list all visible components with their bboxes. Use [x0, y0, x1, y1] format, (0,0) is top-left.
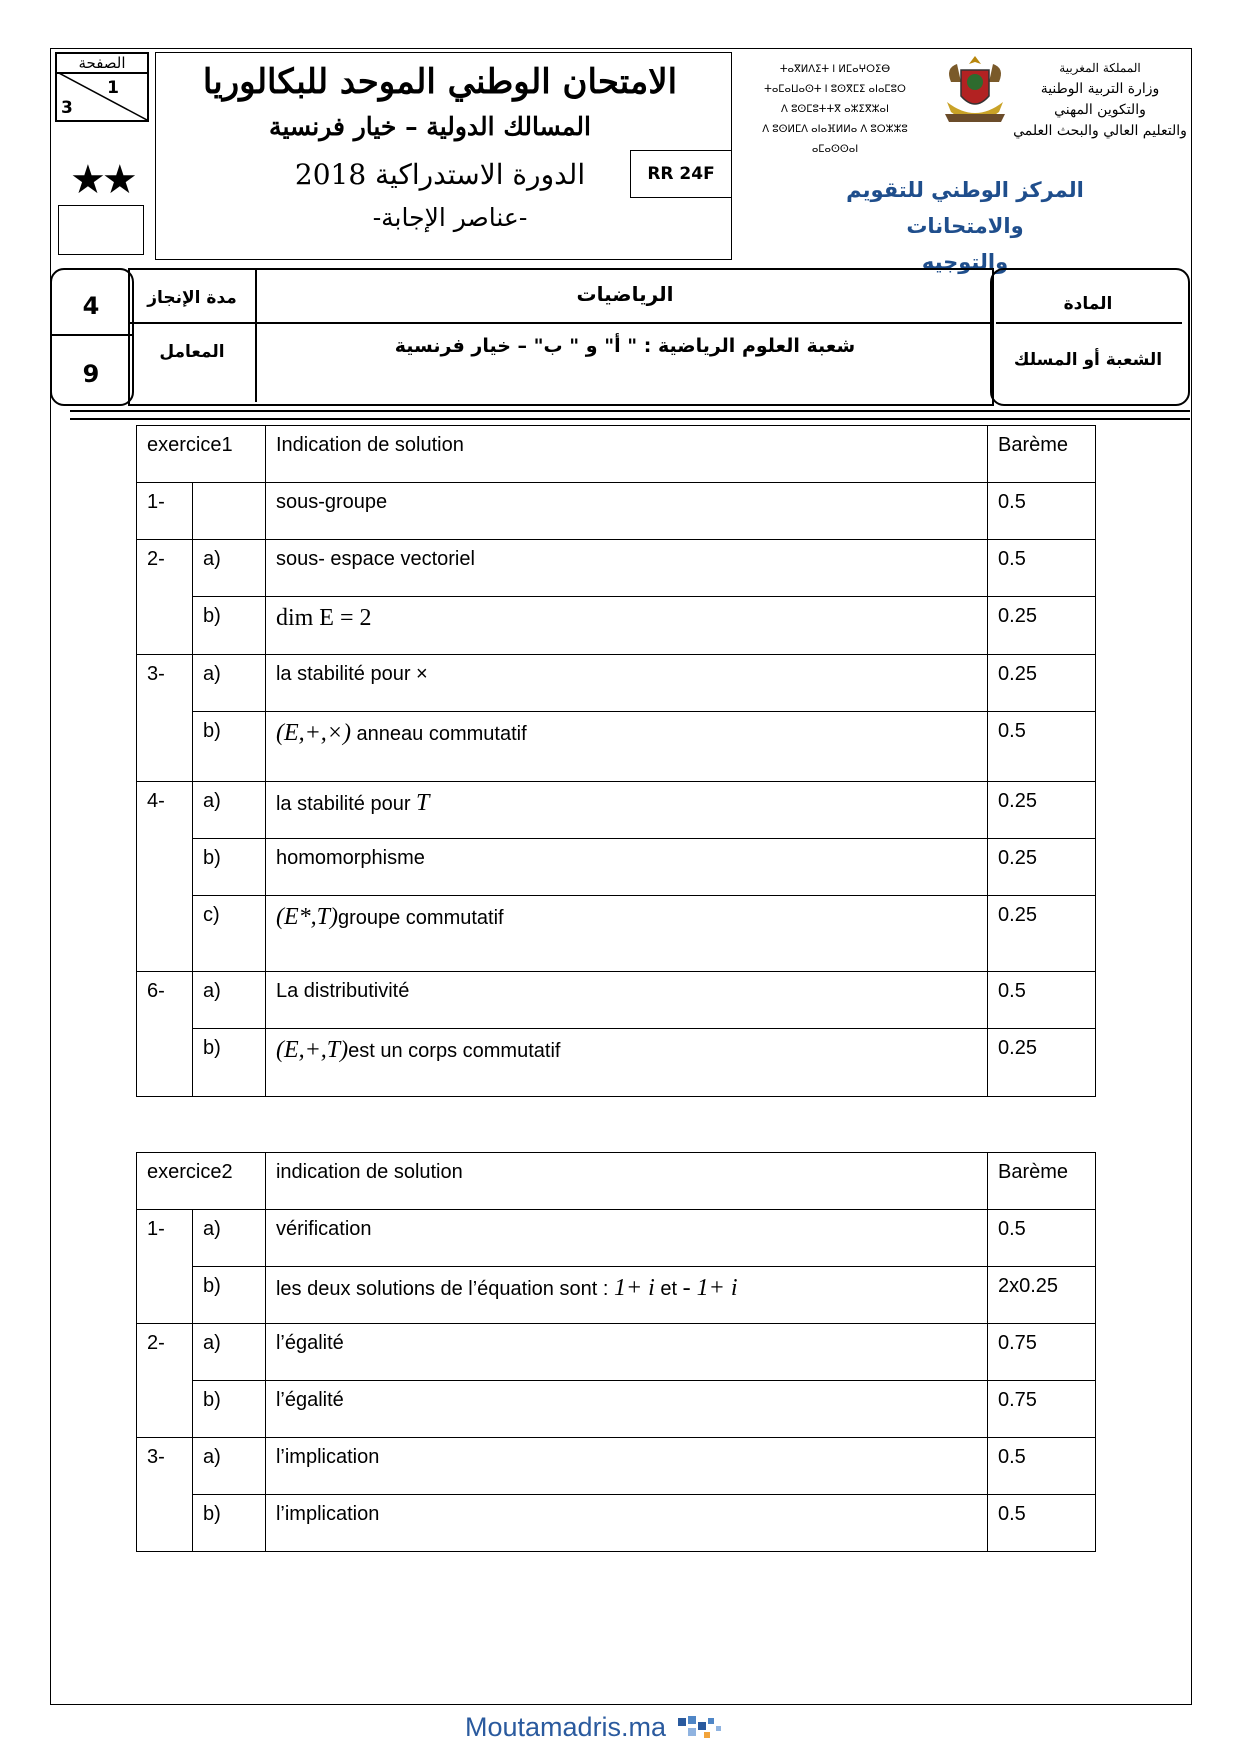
score-cell: 0.5 — [988, 1438, 1096, 1495]
header-cell: indication de solution — [265, 1153, 987, 1210]
exercise2-table — [136, 1152, 1096, 1552]
solution-text: sous-groupe — [265, 483, 987, 540]
table-row — [137, 1324, 1096, 1381]
solution-cell — [265, 896, 987, 972]
sub-question: a) — [192, 782, 265, 839]
solution-cell — [265, 597, 987, 655]
empty-box — [58, 205, 144, 255]
tifinagh-line: ⵜⴰⵎⴰⵡⴰⵙⵜ ⵏ ⵓⵙⴳⵎⵉ ⴰⵏⴰⵎⵓⵔ — [764, 84, 906, 95]
exam-track: المسالك الدولية – خيار فرنسية — [269, 112, 591, 141]
sub-question: b) — [192, 1267, 265, 1324]
math-expression: (E,+,T) — [275, 1037, 349, 1063]
solution-text: l’égalité — [265, 1381, 987, 1438]
score-cell: 0.25 — [988, 896, 1096, 972]
table-row — [137, 540, 1096, 597]
score-cell: 2x0.25 — [988, 1267, 1096, 1324]
table-row — [137, 1381, 1096, 1438]
exam-session: الدورة الاستدراكية 2018 — [294, 158, 586, 191]
header-cell: exercice2 — [137, 1153, 266, 1210]
question-number: 3- — [137, 1438, 193, 1552]
math-expression: T — [416, 790, 430, 816]
math-expression: - 1+ i — [682, 1275, 738, 1301]
page-total: 3 — [61, 98, 73, 118]
question-number: 2- — [137, 1324, 193, 1438]
solution-cell — [265, 712, 987, 782]
tifinagh-line: ⵜⴰⴳⵍⴷⵉⵜ ⵏ ⵍⵎⴰⵖⵔⵉⴱ — [779, 64, 891, 75]
double-rule — [70, 410, 1190, 420]
table-row — [137, 1438, 1096, 1495]
math-expression: dim E = 2 — [275, 605, 372, 631]
math-expression: (E*,T) — [275, 904, 338, 930]
tifinagh-line: ⴷ ⵓⵙⵍⵎⴷ ⴰⵏⴰⴼⵍⵍⴰ ⴷ ⵓⵔⵣⵣⵓ ⴰⵎⴰⵙⵙⴰⵏ — [762, 124, 908, 155]
page-label: الصفحة — [57, 54, 147, 74]
score-cell: 0.5 — [988, 712, 1096, 782]
duration-label: مدة الإنجاز — [147, 288, 237, 308]
subject-label: المادة — [1063, 294, 1113, 314]
ministry-line: المملكة المغربية — [1059, 61, 1141, 75]
coef-value: 9 — [82, 360, 100, 388]
solution-text: est un corps commutatif — [348, 1040, 561, 1062]
score-cell: 0.25 — [988, 655, 1096, 712]
solution-text: l’égalité — [265, 1324, 987, 1381]
score-cell: 0.5 — [988, 483, 1096, 540]
stars-icon: ★★ — [70, 157, 134, 203]
question-number: 2- — [137, 540, 193, 655]
score-cell: 0.5 — [988, 972, 1096, 1029]
score-cell: 0.75 — [988, 1381, 1096, 1438]
solution-text: La distributivité — [265, 972, 987, 1029]
brand-text: Moutamadris.ma — [465, 1712, 667, 1742]
track-label: الشعبة أو المسلك — [1013, 350, 1163, 370]
center-line: المركز الوطني للتقويم والامتحانات — [846, 178, 1084, 238]
question-number: 3- — [137, 655, 193, 782]
header-cell: Barème — [988, 426, 1096, 483]
header-cell: exercice1 — [137, 426, 266, 483]
sub-question: a) — [192, 655, 265, 712]
ministry-line: وزارة التربية الوطنية — [1040, 81, 1160, 97]
duration-value: 4 — [82, 292, 100, 320]
question-number: 4- — [137, 782, 193, 972]
score-cell: 0.25 — [988, 597, 1096, 655]
question-number: 1- — [137, 1210, 193, 1324]
solution-text: la stabilité pour × — [265, 655, 987, 712]
table-row — [137, 1210, 1096, 1267]
sub-question: b) — [192, 1029, 265, 1097]
table-row — [137, 972, 1096, 1029]
sub-question: b) — [192, 839, 265, 896]
solution-text: homomorphisme — [265, 839, 987, 896]
ministry-line: والتعليم العالي والبحث العلمي — [1013, 123, 1187, 139]
pixel-logo-icon — [674, 1714, 734, 1744]
score-cell: 0.5 — [988, 540, 1096, 597]
table-row — [137, 597, 1096, 655]
solution-text: et — [654, 1278, 683, 1300]
center-line: والتوجيه — [921, 250, 1009, 274]
solution-text: les deux solutions de l’équation sont : — [275, 1278, 614, 1300]
exercise1-table — [136, 425, 1096, 1097]
divider — [996, 322, 1182, 324]
solution-text: la stabilité pour — [275, 793, 417, 815]
solution-cell — [265, 782, 987, 839]
solution-text: groupe commutatif — [337, 907, 504, 929]
coef-label: المعامل — [159, 342, 225, 362]
subject-label-box — [990, 268, 1190, 406]
table-row — [137, 1029, 1096, 1097]
score-cell: 0.75 — [988, 1324, 1096, 1381]
exam-code: RR 24F — [630, 150, 732, 198]
divider — [128, 322, 992, 324]
header-cell: Indication de solution — [265, 426, 987, 483]
score-cell: 0.25 — [988, 839, 1096, 896]
ministry-name — [1000, 58, 1200, 142]
score-cell: 0.5 — [988, 1495, 1096, 1552]
table-row — [137, 896, 1096, 972]
solution-text: l’implication — [265, 1495, 987, 1552]
track-name: شعبة العلوم الرياضية : " أ" و " ب" – خيار فرنسية — [394, 335, 856, 357]
solution-text: l’implication — [265, 1438, 987, 1495]
table-row — [137, 655, 1096, 712]
sub-question: c) — [192, 896, 265, 972]
table-row — [137, 839, 1096, 896]
table-header-row — [137, 1153, 1096, 1210]
exam-center-name — [790, 172, 1140, 280]
solution-cell — [265, 1267, 987, 1324]
answer-elements: -عناصر الإجابة- — [372, 203, 528, 232]
solution-text: vérification — [265, 1210, 987, 1267]
table-row — [137, 483, 1096, 540]
divider — [50, 334, 132, 336]
solution-cell — [265, 1029, 987, 1097]
sub-question: b) — [192, 597, 265, 655]
score-cell: 0.25 — [988, 782, 1096, 839]
exam-title: الامتحان الوطني الموحد للبكالوريا — [202, 62, 678, 102]
solution-text: anneau commutatif — [351, 723, 527, 745]
tifinagh-line: ⴷ ⵓⵙⵎⵓⵜⵜⴳ ⴰⵣⵉⴳⵣⴰⵏ — [781, 104, 889, 115]
solution-text: sous- espace vectoriel — [265, 540, 987, 597]
sub-question: b) — [192, 712, 265, 782]
page-indicator — [55, 52, 149, 122]
footer-brand[interactable] — [465, 1712, 734, 1744]
math-expression: (E,+,×) — [275, 720, 351, 746]
question-number: 1- — [137, 483, 193, 540]
page-current: 1 — [107, 78, 119, 98]
sub-question: a) — [192, 1210, 265, 1267]
question-number: 6- — [137, 972, 193, 1097]
sub-question: a) — [192, 1324, 265, 1381]
divider — [255, 268, 257, 402]
table-row — [137, 712, 1096, 782]
subject-name: الرياضيات — [576, 282, 674, 306]
sub-question: b) — [192, 1495, 265, 1552]
sub-question: a) — [192, 540, 265, 597]
sub-question — [192, 483, 265, 540]
score-cell: 0.5 — [988, 1210, 1096, 1267]
math-expression: 1+ i — [613, 1275, 655, 1301]
score-cell: 0.25 — [988, 1029, 1096, 1097]
tifinagh-text — [740, 60, 930, 160]
ministry-line: والتكوين المهني — [1054, 102, 1146, 118]
table-row — [137, 782, 1096, 839]
header-cell: Barème — [988, 1153, 1096, 1210]
table-row — [137, 1495, 1096, 1552]
sub-question: a) — [192, 972, 265, 1029]
table-row — [137, 1267, 1096, 1324]
sub-question: a) — [192, 1438, 265, 1495]
table-header-row — [137, 426, 1096, 483]
sub-question: b) — [192, 1381, 265, 1438]
